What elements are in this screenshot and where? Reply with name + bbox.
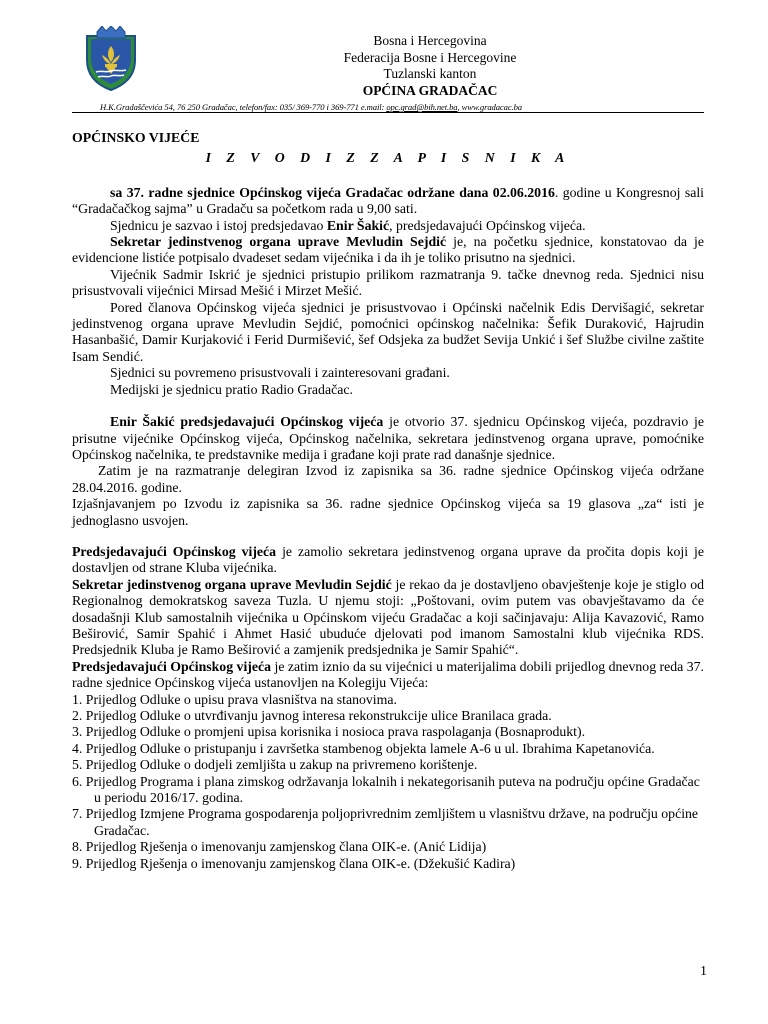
- chair-name: Enir Šakić: [326, 217, 390, 233]
- agenda-item: 3. Prijedlog Odluke o promjeni upisa korisnika i nosioca prava raspolaganja (Bosnaprodukt).: [72, 724, 586, 740]
- chair-pre: Sjednicu je sazvao i istoj predsjedavao: [110, 217, 327, 233]
- document-title: I Z V O D I Z Z A P I S N I K A: [205, 150, 571, 166]
- minutes-review-paragraph: Zatim je na razmatranje delegiran Izvod iz zapisnika sa 36. radne sjednice Općinskog vijeća održane 28.04.2016. godine.: [72, 463, 704, 495]
- page-number: 1: [700, 964, 707, 979]
- letter-rest: je rekao da je dostavljeno obavještenje koje je stiglo od Regionalnog demokratskog saveza Tuzla. U njemu stoji: „Poštovani, ovim putem vas obavještavamo da će dosadašnji Klub samostalnih vijećnika u Općinskom vijeću Gradačac a koji sačinjavaju: Alija Kavazović, Ramo Beširović, Samir Spahić i Ahmet Hasić ubuduće djelovati pod imanom Samostalni klub vijećnika RDS. Predsjednik Kluba je Ramo Beširović a zamjenik predsjednika je Samir Spahić“.: [72, 576, 705, 658]
- chair-paragraph: [72, 218, 704, 234]
- request-bold: Predsjedavajući Općinskog vijeća: [72, 543, 277, 559]
- attendees-paragraph: Pored članova Općinskog vijeća sjednici je prisustvovao i Općinski načelnik Edis Dervišagić, sekretar jedinstvenog organa uprave Mevludin Sejdić, pomoćnici općinskog načelnika: Šefik Duraković, Hajrudin Hasanbašić, Damir Kurjaković i Ferid Durmišević, šef Odsjeka za budžet Sevija Unkić i šef Službe civilne zaštite Isam Sendić.: [72, 299, 704, 364]
- agenda-item: 8. Prijedlog Rješenja o imenovanju zamjenskog člana OIK-e. (Anić Lidija): [72, 839, 487, 855]
- secretary-paragraph: [72, 234, 704, 267]
- council-heading: OPĆINSKO VIJEĆE: [72, 130, 200, 145]
- letter-bold: Sekretar jedinstvenog organa uprave Mevludin Sejdić: [72, 576, 392, 592]
- opening-rest: je otvorio 37. sjednicu Općinskog vijeća, pozdravio je prisutne vijećnike Općinskog vijeća, Općinskog načelnika, sekretara jedinstvenog organa uprave, pomoćnike Općinskog načelnika, te predstavnike medija i građane koji prate rad današnje sjednice.: [72, 414, 704, 462]
- opening-bold: Enir Šakić predsjedavajući Općinskog vijeća: [110, 414, 384, 430]
- agenda-item: 1. Prijedlog Odluke o upisu prava vlasništva na stanovima.: [72, 691, 397, 707]
- contact-line: [100, 102, 720, 112]
- agenda-item: 2. Prijedlog Odluke o utvrđivanju javnog interesa rekonstrukcije ulice Branilaca grada.: [72, 708, 552, 723]
- secretary-rest: je, na početku sjednice, konstatovao da je evidencione listiće potpisalo dvadeset sedam vijećnika i da ih je toliko prisutno na sjednici.: [72, 234, 705, 266]
- request-rest: je zamolio sekretara jedinstvenog organa uprave da pročita dopis koji je dostavljen od strane Kluba vijećnika.: [72, 543, 705, 576]
- country-line: Bosna i Hercegovina: [373, 33, 487, 48]
- opening-paragraph: [72, 414, 704, 463]
- agenda-list: [72, 692, 704, 872]
- municipality-line: OPĆINA GRADAČAC: [362, 82, 498, 98]
- iskric-paragraph: Vijećnik Sadmir Iskrić je sjednici pristupio prilikom razmatranja 9. tačke dnevnog reda. Sjednici nisu prisustvovali vijećnici Mirsad Mešić i Mirzet Mešić.: [72, 266, 704, 299]
- contact-address: H.K.Gradaščevića 54, 76 250 Gradačac, telefon/fax: 035/ 369-770 i 369-771 e.mail:: [100, 102, 387, 112]
- spacer: [72, 398, 704, 414]
- federation-line: Federacija Bosne i Hercegovine: [343, 49, 517, 65]
- request-paragraph: [72, 544, 704, 577]
- chair-post: , predsjedavajući Općinskog vijeća.: [389, 217, 586, 233]
- letterhead: [300, 33, 560, 99]
- letter-paragraph: [72, 577, 704, 659]
- agenda-item: 5. Prijedlog Odluke o dodjeli zemljišta u zakup na privremeno korištenje.: [72, 757, 478, 773]
- session-bold: sa 37. radne sjednice Općinskog vijeća Gradačac održane dana 02.06.2016: [110, 184, 555, 200]
- spacer: [72, 529, 704, 544]
- session-rest: . godine u Kongresnoj sali “Gradačačkog sajma” u Gradaču sa početkom rada u 9,00 sati.: [72, 184, 705, 217]
- agenda-intro-bold: Predsjedavajući Općinskog vijeća: [72, 658, 272, 674]
- agenda-item: 6. Prijedlog Programa i plana zimskog održavanja lokalnih i nekategorisanih puteva na području općine Gradačac u periodu 2016/17. godina.: [72, 773, 700, 806]
- document-body: [72, 130, 704, 872]
- media-paragraph: Medijski je sjednicu pratio Radio Gradačac.: [110, 381, 353, 397]
- agenda-intro-rest: je zatim iznio da su vijećnici u materijalima dobili prijedlog dnevnog reda 37. radne sjednice Općinskog vijeća ustanovljen na Kolegiju Vijeća:: [72, 658, 704, 691]
- secretary-bold: Sekretar jedinstvenog organa uprave Mevludin Sejdić: [110, 234, 447, 250]
- agenda-item: 9. Prijedlog Rješenja o imenovanju zamjenskog člana OIK-e. (Džekušić Kadira): [72, 855, 516, 871]
- contact-email-link[interactable]: opc.grad@bih.net.ba: [386, 102, 458, 112]
- header-divider: [72, 112, 704, 113]
- minutes-vote-paragraph: Izjašnjavanjem po Izvodu iz zapisnika sa 36. radne sjednice Općinskog vijeća sa 19 glasova „za“ isti je jednoglasno usvojen.: [72, 496, 704, 528]
- agenda-item: 4. Prijedlog Odluke o pristupanju i završetka stambenog objekta lamele A-6 u ul. Ibrahima Kapetanovića.: [72, 740, 655, 756]
- municipality-crest-icon: [84, 26, 138, 92]
- canton-line: Tuzlanski kanton: [383, 66, 477, 81]
- contact-website: , www.gradacac.ba: [457, 102, 523, 112]
- agenda-intro-paragraph: [72, 659, 704, 692]
- session-paragraph: [72, 185, 704, 218]
- agenda-item: 7. Prijedlog Izmjene Programa gospodarenja poljoprivrednim zemljištem u vlasništvu države, na području općine Gradačac.: [72, 806, 699, 838]
- citizens-paragraph: Sjednici su povremeno prisustvovali i zainteresovani građani.: [110, 365, 450, 381]
